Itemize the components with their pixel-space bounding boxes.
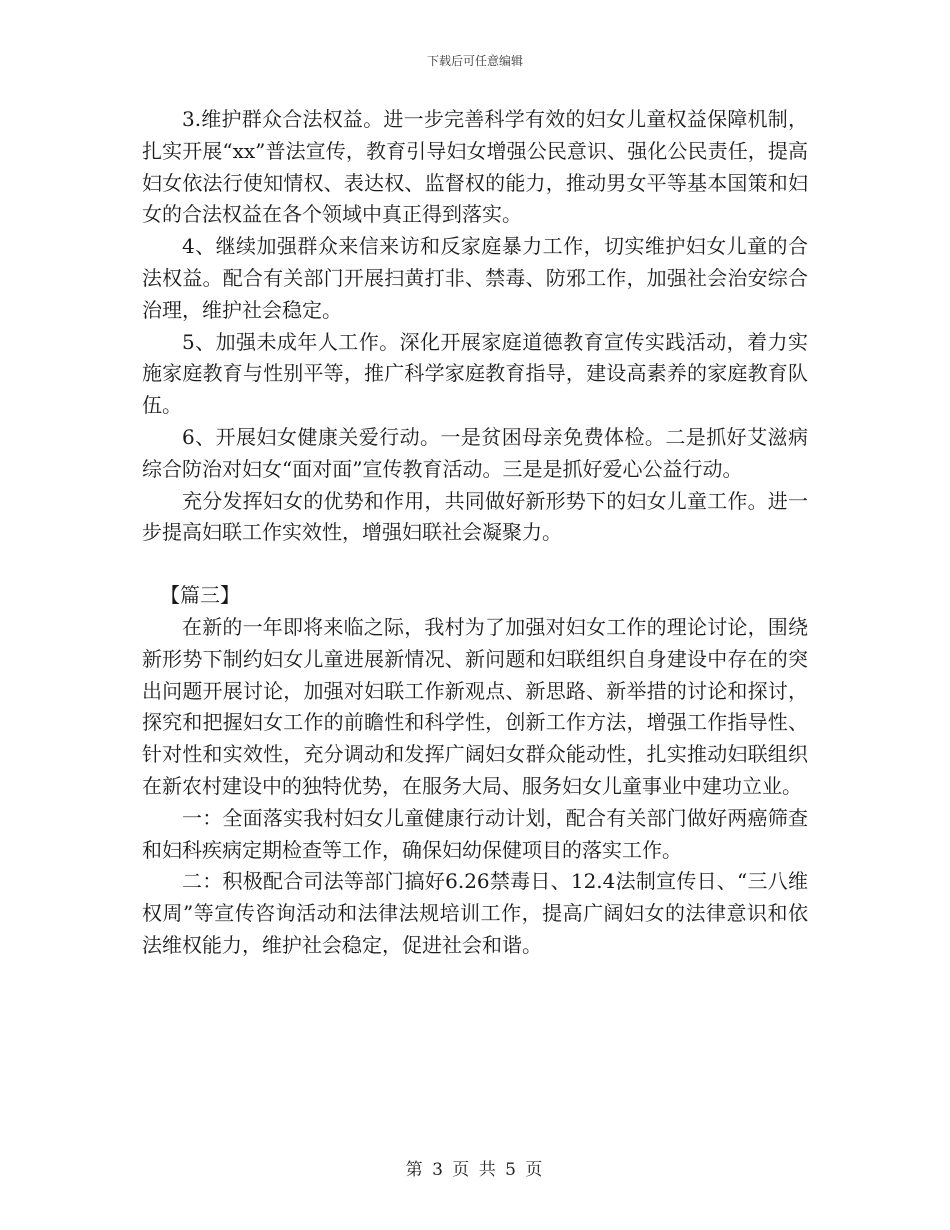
paragraph-item-6: 6、开展妇女健康关爱行动。一是贫困母亲免费体检。二是抓好艾滋病综合防治对妇女“面对面”宣传教育活动。三是是抓好爱心公益行动。	[142, 424, 808, 481]
paragraph-point-1: 一：全面落实我村妇女儿童健康行动计划，配合有关部门做好两癌筛查和妇科疾病定期检查等工作，确保妇幼保健项目的落实工作。	[142, 805, 808, 862]
paragraph-summary: 充分发挥妇女的优势和作用，共同做好新形势下的妇女儿童工作。进一步提高妇联工作实效性，增强妇联社会凝聚力。	[142, 488, 808, 545]
paragraph-item-5: 5、加强未成年人工作。深化开展家庭道德教育宣传实践活动，着力实施家庭教育与性别平等，推广科学家庭教育指导，建设高素养的家庭教育队伍。	[142, 329, 808, 418]
paragraph-item-4: 4、继续加强群众来信来访和反家庭暴力工作，切实维护妇女儿童的合法权益。配合有关部门开展扫黄打非、禁毒、防邪工作，加强社会治安综合治理，维护社会稳定。	[142, 234, 808, 322]
document-body	[142, 104, 808, 962]
section-spacer	[142, 549, 808, 580]
page-header: 下载后可任意编辑	[426, 54, 523, 68]
page-footer: 第 3 页 共 5 页	[405, 1160, 545, 1180]
paragraph-point-2: 二：积极配合司法等部门搞好6.26禁毒日、12.4法制宣传日、“三八维权周”等宣传咨询活动和法律法规培训工作，提高广阔妇女的法律意识和依法维权能力，维护社会稳定，促进社会和谐。	[142, 869, 808, 957]
paragraph-intro: 在新的一年即将来临之际，我村为了加强对妇女工作的理论讨论，围绕新形势下制约妇女儿童进展新情况、新问题和妇联组织自身建设中存在的突出问题开展讨论，加强对妇联工作新观点、新思路、新举措的讨论和探讨，探究和把握妇女工作的前瞻性和科学性，创新工作方法，增强工作指导性、针对性和实效性，充分调动和发挥广阔妇女群众能动性，扎实推动妇联组织在新农村建设中的独特优势，在服务大局、服务妇女儿童事业中建功立业。	[142, 614, 808, 798]
paragraph-item-3: 3.维护群众合法权益。进一步完善科学有效的妇女儿童权益保障机制，扎实开展“xx”普法宣传，教育引导妇女增强公民意识、强化公民责任，提高妇女依法行使知情权、表达权、监督权的能力，推动男女平等基本国策和妇女的合法权益在各个领域中真正得到落实。	[142, 107, 808, 227]
section-heading: 【篇三】	[160, 583, 240, 608]
